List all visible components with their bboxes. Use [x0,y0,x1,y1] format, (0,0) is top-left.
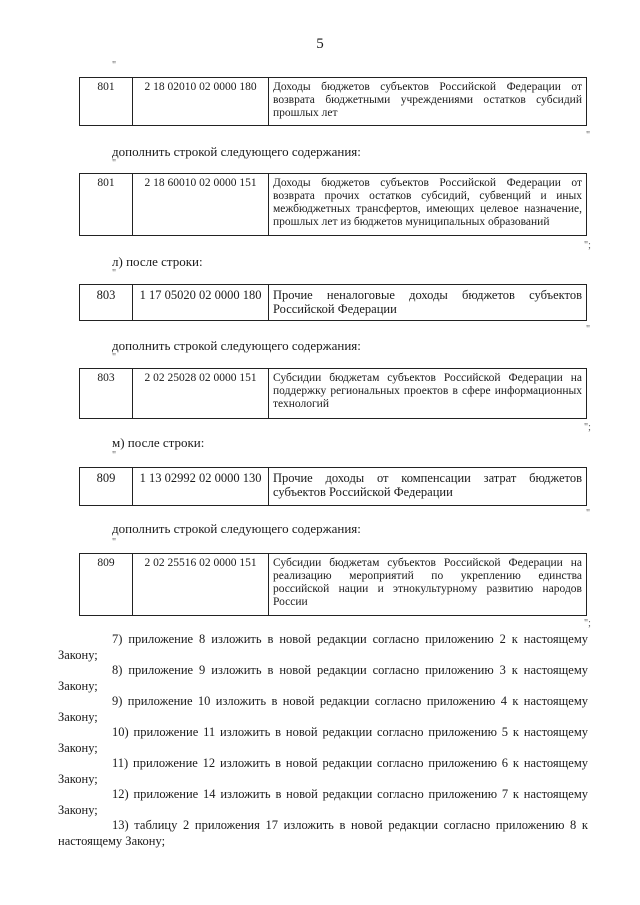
admin-code-cell: 809 [80,554,133,616]
income-row-table [79,553,587,616]
instruction-after-l: л) после строки: [112,254,203,269]
quote-close: " [586,508,591,519]
quote-close-semicolon: "; [584,422,591,433]
quote-open: " [112,352,117,363]
instruction-add-row: дополнить строкой следующего содержания: [112,144,361,159]
page-number: 5 [316,36,324,52]
income-name-cell: Доходы бюджетов субъектов Российской Федерации от возврата прочих остатков субсидий, субвенций и иных межбюджетных трансфертов, имеющих целевое назначение, прошлых лет из бюджетов муниципальных образований [269,174,587,236]
income-row-table [79,173,587,236]
budget-code-cell: 2 02 25028 02 0000 151 [133,369,269,419]
budget-code-cell: 2 18 02010 02 0000 180 [133,78,269,126]
quote-close: " [586,130,591,141]
income-row-table [79,284,587,321]
income-name-cell: Субсидии бюджетам субъектов Российской Федерации на поддержку региональных проектов в сфере информационных технологий [269,369,587,419]
quote-close-semicolon: "; [584,240,591,251]
list-item: 10) приложение 11 изложить в новой редакции согласно приложению 5 к настоящему Закону; [58,725,588,755]
income-name-cell: Доходы бюджетов субъектов Российской Федерации от возврата бюджетными учреждениями остатков субсидий прошлых лет [269,78,587,126]
list-item: 7) приложение 8 изложить в новой редакции согласно приложению 2 к настоящему Закону; [58,632,588,662]
list-item: 13) таблицу 2 приложения 17 изложить в новой редакции согласно приложению 8 к настоящему Закону; [58,818,588,848]
quote-open: " [112,158,117,169]
quote-close: " [586,324,591,335]
income-name-cell: Прочие доходы от компенсации затрат бюджетов субъектов Российской Федерации [269,468,587,506]
income-name-cell: Субсидии бюджетам субъектов Российской Федерации на реализацию мероприятий по укреплению единства российской нации и этнокультурному развитию народов России [269,554,587,616]
quote-open: " [112,537,117,548]
income-row-table [79,368,587,419]
quote-open: " [112,268,117,279]
instruction-after-m: м) после строки: [112,435,205,450]
budget-code-cell: 1 17 05020 02 0000 180 [133,285,269,321]
admin-code-cell: 801 [80,174,133,236]
quote-open: " [112,450,117,461]
admin-code-cell: 801 [80,78,133,126]
budget-code-cell: 2 02 25516 02 0000 151 [133,554,269,616]
income-row-table [79,77,587,126]
budget-code-cell: 2 18 60010 02 0000 151 [133,174,269,236]
list-item: 11) приложение 12 изложить в новой редакции согласно приложению 6 к настоящему Закону; [58,756,588,786]
instruction-add-row: дополнить строкой следующего содержания: [112,521,361,536]
list-item: 9) приложение 10 изложить в новой редакции согласно приложению 4 к настоящему Закону; [58,694,588,724]
admin-code-cell: 803 [80,369,133,419]
admin-code-cell: 809 [80,468,133,506]
quote-open: " [112,60,117,71]
instruction-add-row: дополнить строкой следующего содержания: [112,338,361,353]
income-row-table [79,467,587,506]
admin-code-cell: 803 [80,285,133,321]
income-name-cell: Прочие неналоговые доходы бюджетов субъектов Российской Федерации [269,285,587,321]
list-item: 8) приложение 9 изложить в новой редакции согласно приложению 3 к настоящему Закону; [58,663,588,693]
budget-code-cell: 1 13 02992 02 0000 130 [133,468,269,506]
list-item: 12) приложение 14 изложить в новой редакции согласно приложению 7 к настоящему Закону; [58,787,588,817]
amendment-list [58,632,588,849]
quote-close-semicolon: "; [584,618,591,629]
